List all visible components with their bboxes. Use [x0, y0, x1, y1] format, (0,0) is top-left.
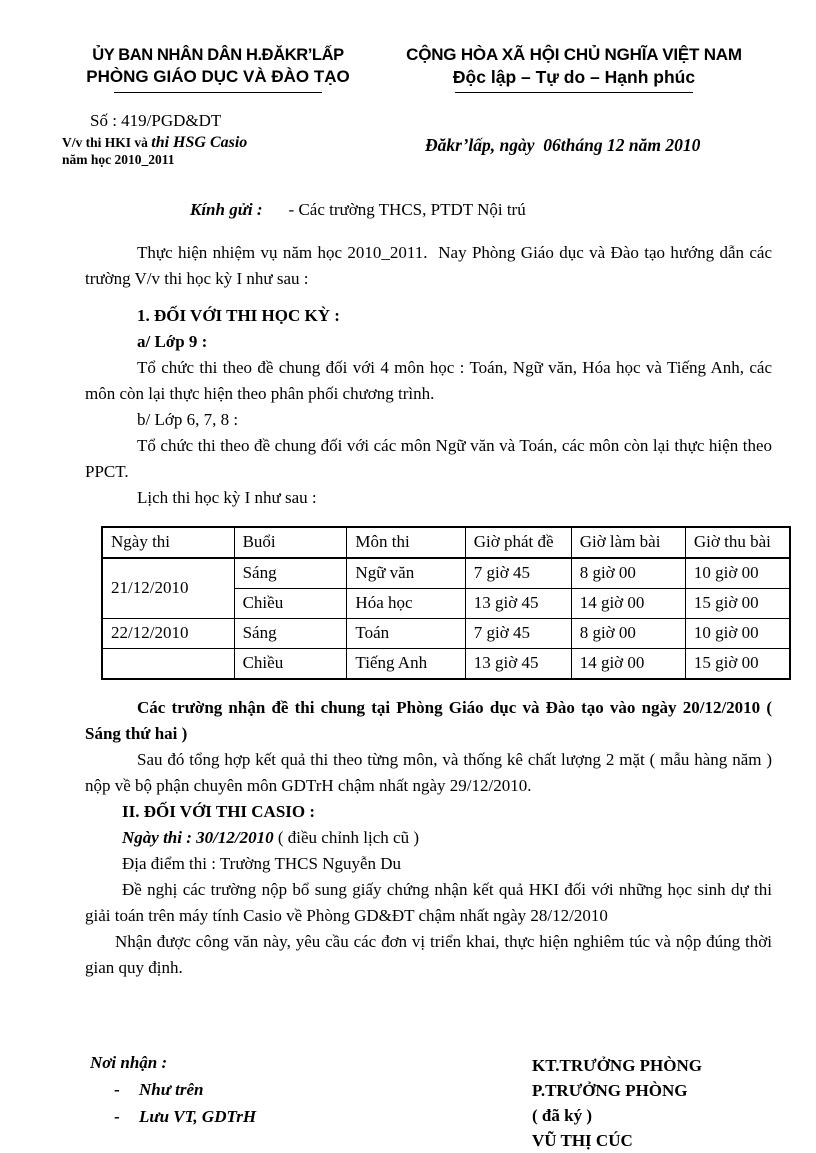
signer-name: VŨ THỊ CÚC [532, 1131, 633, 1150]
signature-section [62, 1053, 774, 1153]
cell-session: Chiều [234, 649, 347, 680]
table-row [102, 558, 790, 589]
salutation-recipient: - Các trường THCS, PTDT Nội trú [288, 200, 526, 219]
motto-line: Độc lập – Tự do – Hạnh phúc [452, 67, 696, 87]
salutation-line [190, 200, 774, 220]
cell-subject: Toán [347, 619, 465, 649]
header-cell-subject: Môn thi [347, 527, 465, 558]
cell-collect: 10 giờ 00 [685, 558, 790, 589]
recipients-item-text: Như trên [139, 1080, 204, 1099]
table-row [102, 619, 790, 649]
cell-subject: Hóa học [347, 589, 465, 619]
casio-location-line: Địa điểm thi : Trường THCS Nguyễn Du [122, 854, 402, 873]
header-cell-collect: Giờ thu bài [685, 527, 790, 558]
subsection-a-text: Tổ chức thi theo đề chung đối với 4 môn học : Toán, Ngữ văn, Hóa học và Tiếng Anh, các môn còn lại thực hiện theo phân phối chương trình. [85, 358, 777, 403]
header-cell-session: Buổi [234, 527, 347, 558]
signer-title-kt: KT.TRƯỞNG PHÒNG [532, 1056, 702, 1075]
intro-paragraph: Thực hiện nhiệm vụ năm học 2010_2011. Nay Phòng Giáo dục và Đào tạo hướng dẫn các trường V/v thi học kỳ I như sau : [85, 243, 777, 288]
document-number: Số : 419/PGD&DT [90, 111, 222, 130]
cell-work: 14 giờ 00 [571, 589, 685, 619]
recipients-block [62, 1053, 532, 1153]
signed-note: ( đã ký ) [532, 1106, 592, 1125]
country-title: CỘNG HÒA XÃ HỘI CHỦ NGHĨA VIỆT NAM [406, 45, 742, 64]
casio-exam-date-line [85, 825, 772, 851]
receive-exams-paragraph: Các trường nhận đề thi chung tại Phòng Giáo dục và Đào tạo vào ngày 20/12/2010 ( Sáng thứ hai ) [85, 698, 777, 743]
subsection-b-text: Tổ chức thi theo đề chung đối với các môn Ngữ văn và Toán, các môn còn lại thực hiện theo PPCT. [85, 436, 777, 481]
schedule-intro-line: Lịch thi học kỳ I như sau : [137, 488, 317, 507]
agency-parent-name: ỦY BAN NHÂN DÂN H.ĐĂKR’LẤP [92, 46, 344, 64]
cell-collect: 10 giờ 00 [685, 619, 790, 649]
document-subject-line2: năm học 2010_2011 [62, 152, 175, 167]
closing-paragraph: Nhận được công văn này, yêu cầu các đơn vị triển khai, thực hiện nghiêm túc và nộp đúng thời gian quy định. [85, 932, 777, 977]
casio-date-emphasis: Ngày thi : 30/12/2010 [122, 828, 274, 847]
cell-start: 13 giờ 45 [465, 589, 571, 619]
place-and-date: Đăkr’lấp, ngày 06tháng 12 năm 2010 [425, 135, 701, 155]
cell-start: 7 giờ 45 [465, 558, 571, 589]
document-body [85, 240, 777, 981]
dash-bullet: - [114, 1107, 120, 1126]
cell-session: Chiều [234, 589, 347, 619]
cell-session: Sáng [234, 619, 347, 649]
cell-start: 7 giờ 45 [465, 619, 571, 649]
cell-date [102, 649, 234, 680]
cell-date: 21/12/2010 [102, 558, 234, 619]
table-row [102, 649, 790, 680]
cell-work: 8 giờ 00 [571, 619, 685, 649]
cell-collect: 15 giờ 00 [685, 589, 790, 619]
subsection-b-heading: b/ Lớp 6, 7, 8 : [137, 410, 239, 429]
section1-title: 1. ĐỐI VỚI THI HỌC KỲ : [137, 306, 340, 325]
casio-date-note: ( điều chỉnh lịch cũ ) [273, 828, 419, 847]
recipients-item-text: Lưu VT, GDTrH [139, 1107, 257, 1126]
subject-emphasis: thi HSG Casio [151, 134, 248, 151]
document-header [62, 44, 774, 93]
dash-bullet: - [114, 1080, 120, 1099]
issuing-agency-block [62, 44, 374, 93]
exam-schedule-body [102, 558, 790, 679]
recipients-label: Nơi nhận : [90, 1053, 168, 1072]
table-header-row [102, 527, 790, 558]
subject-prefix: V/v thi HKI và [62, 135, 152, 150]
document-subject-line1 [62, 134, 425, 152]
casio-request-paragraph: Đề nghị các trường nộp bổ sung giấy chứng nhận kết quả HKI đối với những học sinh dự thi giải toán trên máy tính Casio về Phòng GD&ĐT chậm nhất ngày 28/12/2010 [85, 880, 777, 925]
recipients-item [114, 1107, 532, 1127]
cell-session: Sáng [234, 558, 347, 589]
report-results-paragraph: Sau đó tổng hợp kết quả thi theo từng môn, và thống kê chất lượng 2 mặt ( mẫu hàng năm ) nộp về bộ phận chuyên môn GDTrH chậm nhất ngày 29/12/2010. [85, 750, 777, 795]
recipients-item [114, 1080, 532, 1100]
cell-subject: Tiếng Anh [347, 649, 465, 680]
document-meta-left [62, 111, 425, 168]
cell-work: 8 giờ 00 [571, 558, 685, 589]
header-cell-work: Giờ làm bài [571, 527, 685, 558]
exam-schedule-table-wrapper [101, 526, 771, 680]
subsection-a-heading: a/ Lớp 9 : [137, 332, 208, 351]
section2-title: II. ĐỐI VỚI THI CASIO : [122, 802, 316, 821]
cell-work: 14 giờ 00 [571, 649, 685, 680]
cell-subject: Ngữ văn [347, 558, 465, 589]
header-cell-date: Ngày thi [102, 527, 234, 558]
signature-block [532, 1053, 774, 1153]
document-meta [62, 111, 774, 168]
exam-schedule-table [101, 526, 791, 680]
exam-schedule-header [102, 527, 790, 558]
cell-start: 13 giờ 45 [465, 649, 571, 680]
header-cell-start: Giờ phát đề [465, 527, 571, 558]
signer-title-deputy: P.TRƯỞNG PHÒNG [532, 1081, 688, 1100]
cell-date: 22/12/2010 [102, 619, 234, 649]
salutation-label: Kính gửi : [190, 200, 263, 219]
national-motto-block [374, 44, 774, 93]
motto-underline-rule [455, 92, 693, 93]
agency-name: PHÒNG GIÁO DỤC VÀ ĐÀO TẠO [86, 67, 350, 86]
agency-underline-rule [114, 92, 322, 93]
cell-collect: 15 giờ 00 [685, 649, 790, 680]
